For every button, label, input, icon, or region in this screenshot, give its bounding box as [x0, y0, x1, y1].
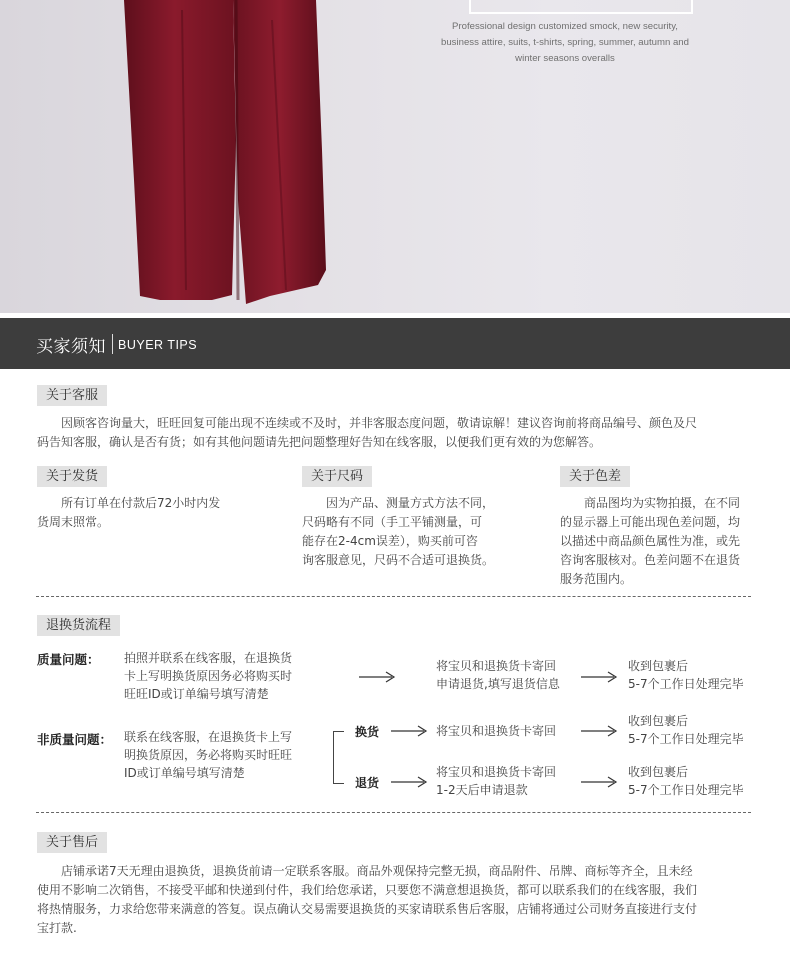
- color-label: 关于色差: [560, 466, 630, 487]
- product-caption: [425, 19, 705, 67]
- text-line: 尺码略有不同（手工平铺测量，可: [302, 515, 483, 529]
- exchange-step2-text: [436, 722, 586, 740]
- text-line: 5-7个工作日处理完毕: [628, 783, 744, 797]
- arrow-right-icon: [580, 776, 618, 788]
- text-line: 服务范围内。: [560, 572, 633, 586]
- arrow-right-icon: [580, 671, 618, 683]
- shipping-text: [37, 494, 247, 532]
- quality-issue-title: 质量问题：: [37, 652, 100, 667]
- non-quality-issue-text: [124, 728, 324, 782]
- quality-step3-text: [628, 657, 756, 693]
- banner-title-en: BUYER TIPS: [118, 338, 198, 352]
- dashed-divider: [36, 596, 751, 597]
- size-text: [302, 494, 517, 570]
- text-line: 旺旺ID或订单编号填写清楚: [124, 687, 269, 701]
- text-line: 码告知客服，确认是否有货；如有其他问题请先把问题整理好告知在线客服，以便我们更有效的为您解答。: [37, 435, 602, 449]
- text-line: 收到包裹后: [628, 765, 689, 779]
- text-line: 收到包裹后: [628, 659, 689, 673]
- text-line: 将热情服务，力求给您带来满意的答复。误点确认交易需要退换货的买家请联系售后客服，店铺将通过公司财务直接进行支付: [37, 902, 698, 916]
- caption-line: business attire, suits, t-shirts, spring, summer, autumn and: [441, 37, 689, 48]
- text-line: 宝打款.: [37, 921, 77, 935]
- text-line: 联系在线客服，在退换货卡上写: [124, 730, 293, 744]
- arrow-right-icon: [390, 776, 428, 788]
- text-line: 卡上写明换货原因务必将购买时: [124, 669, 293, 683]
- text-line: 能存在2-4cm误差），购买前可咨: [302, 534, 478, 548]
- quality-issue-text: [124, 649, 324, 703]
- customer-service-label: 关于客服: [37, 385, 107, 406]
- text-line: ID或订单编号填写清楚: [124, 766, 245, 780]
- text-line: 询客服意见，尺码不合适可退换货。: [302, 553, 495, 567]
- quality-step2-text: [436, 657, 586, 693]
- banner-title-cn: 买家须知: [36, 337, 106, 357]
- arrow-right-icon: [390, 725, 428, 737]
- text-line: 收到包裹后: [628, 714, 689, 728]
- caption-line: winter seasons overalls: [515, 53, 615, 64]
- returns-label: 退换货流程: [37, 615, 120, 636]
- exchange-step3-text: [628, 712, 756, 748]
- text-line: 所有订单在付款后72小时内发: [61, 496, 221, 510]
- text-line: 申请退货,填写退货信息: [436, 677, 560, 691]
- text-line: 明换货原因，务必将购买时旺旺: [124, 748, 293, 762]
- text-line: 将宝贝和退换货卡寄回: [436, 765, 557, 779]
- text-line: 5-7个工作日处理完毕: [628, 732, 744, 746]
- text-line: 使用不影响二次销售，不接受平邮和快递到付件，我们给您承诺，只要您不满意想退换货，都可以联系我们的在线客服，我们: [37, 883, 698, 897]
- flow-bracket: [333, 731, 344, 784]
- arrow-right-icon: [358, 671, 396, 683]
- color-text: [560, 494, 760, 589]
- text-line: 店铺承诺7天无理由退换货，退换货前请一定联系客服。商品外观保持完整无损，商品附件、吊牌、商标等齐全，且未经: [61, 864, 693, 878]
- after-sales-text: [37, 862, 757, 938]
- text-line: 将宝贝和退换货卡寄回: [436, 724, 557, 738]
- product-photo: [0, 0, 790, 313]
- text-line: 因顾客咨询量大，旺旺回复可能出现不连续或不及时，并非客服态度问题，敬请谅解！建议咨询前将商品编号、颜色及尺: [61, 416, 698, 430]
- banner-divider: [112, 334, 113, 354]
- shipping-label: 关于发货: [37, 466, 107, 487]
- dashed-divider: [36, 812, 751, 813]
- text-line: 1-2天后申请退款: [436, 783, 528, 797]
- text-line: 货周末照常。: [37, 515, 110, 529]
- caption-card-frame: [469, 0, 693, 14]
- exchange-label: 换货: [355, 725, 380, 739]
- size-label: 关于尺码: [302, 466, 372, 487]
- text-line: 以描述中商品颜色属性为准，或先: [560, 534, 741, 548]
- caption-line: Professional design customized smock, new security,: [452, 21, 678, 32]
- text-line: 将宝贝和退换货卡寄回: [436, 659, 557, 673]
- buyer-tips-banner: [0, 318, 790, 369]
- arrow-right-icon: [580, 725, 618, 737]
- text-line: 5-7个工作日处理完毕: [628, 677, 744, 691]
- text-line: 的显示器上可能出现色差问题，均: [560, 515, 741, 529]
- text-line: 咨询客服核对。色差问题不在退货: [560, 553, 741, 567]
- text-line: 商品图均为实物拍摄，在不同: [584, 496, 741, 510]
- refund-label: 退货: [355, 776, 380, 790]
- customer-service-text: [37, 414, 757, 452]
- non-quality-issue-title: 非质量问题：: [37, 732, 113, 747]
- text-line: 拍照并联系在线客服，在退换货: [124, 651, 293, 665]
- text-line: 因为产品、测量方式方法不同，: [326, 496, 495, 510]
- refund-step3-text: [628, 763, 756, 799]
- after-sales-label: 关于售后: [37, 832, 107, 853]
- refund-step2-text: [436, 763, 586, 799]
